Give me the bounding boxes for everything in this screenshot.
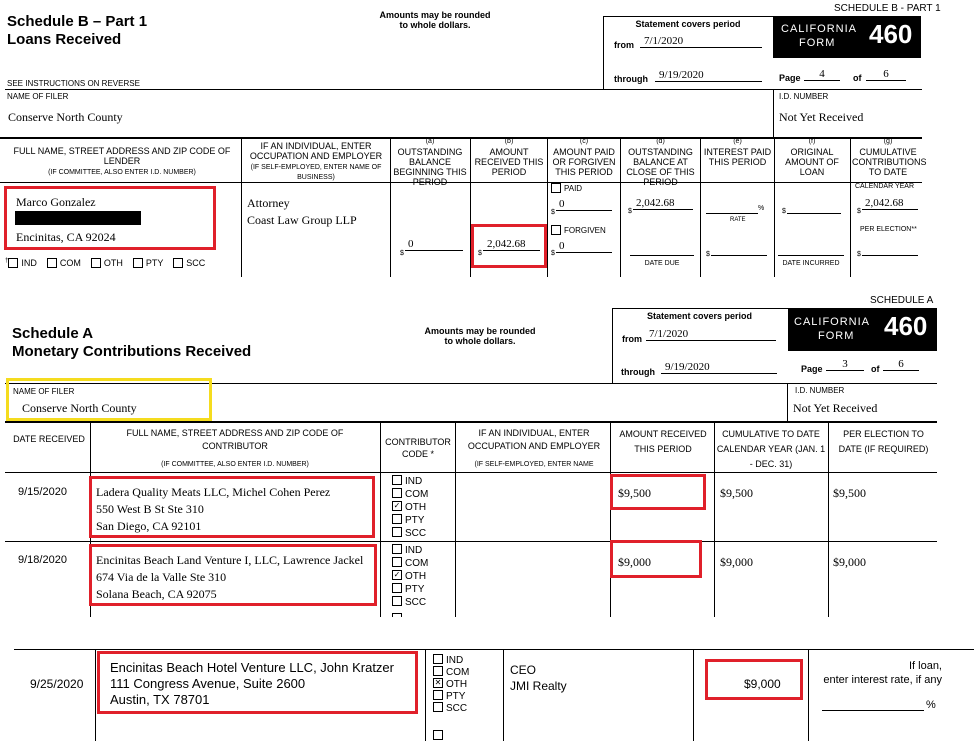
- code-checkbox[interactable]: [133, 258, 143, 268]
- header-contributor: FULL NAME, STREET ADDRESS AND ZIP CODE OF CONTRIBUTOR (IF COMMITTEE, ALSO ENTER I.D. NUMBER): [126, 428, 344, 468]
- filer-highlight: [6, 378, 212, 421]
- col-occupation-header: IF AN INDIVIDUAL, ENTER OCCUPATION AND EMPLOYER (IF SELF-EMPLOYED, ENTER NAME OF BUSINESS): [249, 141, 383, 181]
- page-number: 4: [804, 68, 840, 81]
- contributor-highlight: [97, 651, 418, 714]
- row-date: 9/18/2020: [18, 554, 67, 566]
- code-checkbox[interactable]: [91, 258, 101, 268]
- col-e-header: (e) INTEREST PAID THIS PERIOD: [703, 138, 772, 167]
- lender-city: Encinitas, CA 92024: [16, 230, 116, 244]
- total-pages: 6: [866, 68, 906, 81]
- col-b-header: (b) AMOUNT RECEIVED THIS PERIOD: [474, 138, 544, 177]
- header-per-election: PER ELECTION TO DATE (IF REQUIRED): [838, 429, 929, 454]
- header-date-received: DATE RECEIVED: [13, 434, 85, 444]
- per-election-label: PER ELECTION**: [860, 226, 917, 233]
- col-a-header: (a) OUTSTANDING BALANCE BEGINNING THIS PERIOD: [393, 138, 467, 187]
- from-label: from: [614, 40, 634, 50]
- contributor-info: Encinitas Beach Land Venture I, LLC, Lawrence Jackel 674 Via de la Valle Ste 310 Solana Beach, CA 92075: [96, 553, 364, 601]
- contributor-highlight: [89, 476, 375, 538]
- schedule-b-title: Schedule B – Part 1: [7, 13, 148, 30]
- code-checkbox[interactable]: [173, 258, 183, 268]
- california-form-badge: CALIFORNIA FORM 460: [773, 16, 921, 58]
- through-date: 9/19/2020: [655, 69, 762, 82]
- contributor-codes: IND COM ✓ OTH PTY SCC: [393, 545, 429, 608]
- row-date: 9/25/2020: [30, 677, 84, 691]
- amount-received: $9,000: [744, 677, 781, 691]
- checked-checkbox[interactable]: ✓: [393, 570, 401, 580]
- cumulative-amount: $9,500: [720, 486, 753, 500]
- page-label: Page: [779, 73, 801, 83]
- col-d-header: (d) OUTSTANDING BALANCE AT CLOSE OF THIS PERIOD: [626, 138, 695, 187]
- rounding-note-a: Amounts may be rounded to whole dollars.: [424, 326, 536, 346]
- col-lender-header: FULL NAME, STREET ADDRESS AND ZIP CODE OF LENDER (IF COMMITTEE, ALSO ENTER I.D. NUMBER): [13, 146, 231, 176]
- contributor-info: Ladera Quality Meats LLC, Michel Cohen Perez 550 West B St Ste 310 San Diego, CA 92101: [96, 485, 331, 533]
- header-contributor-code: CONTRIBUTOR CODE *: [385, 437, 451, 459]
- id-value: Not Yet Received: [779, 110, 864, 124]
- calendar-year-label: CALENDAR YEAR: [855, 183, 915, 190]
- id-label-a: I.D. NUMBER: [795, 386, 845, 395]
- per-election-amount: $9,500: [833, 486, 866, 500]
- amount-received: $9,000: [618, 555, 651, 569]
- balance-begin: 0: [405, 238, 463, 251]
- code-checkbox[interactable]: [47, 258, 57, 268]
- lender-employer: Coast Law Group LLP: [247, 213, 357, 227]
- lender-occupation: Attorney: [247, 196, 290, 210]
- per-election-amount: $9,000: [833, 555, 866, 569]
- from-date: 7/1/2020: [640, 35, 762, 48]
- header-occupation: IF AN INDIVIDUAL, ENTER OCCUPATION AND EMPLOYER (IF SELF-EMPLOYED, ENTER NAME: [467, 428, 601, 468]
- amount-received: 2,042.68: [483, 238, 540, 251]
- amount-highlight: [705, 659, 803, 700]
- amount-received-highlight: [471, 224, 547, 268]
- date-due-label: DATE DUE: [630, 255, 694, 267]
- contributor-highlight: [89, 544, 377, 606]
- amount-highlight: [610, 474, 706, 510]
- through-date-a: 9/19/2020: [661, 361, 777, 374]
- page-number-a: 3: [826, 358, 864, 371]
- paid-value: 0: [556, 198, 612, 211]
- schedule-a-title: Schedule A: [12, 325, 94, 342]
- contributor-info: Encinitas Beach Hotel Venture LLC, John Kratzer 111 Congress Avenue, Suite 2600 Austin, TX 78701: [110, 660, 394, 707]
- amount-received: $9,500: [618, 486, 651, 500]
- of-label: of: [853, 73, 862, 83]
- code-checkbox[interactable]: [8, 258, 18, 268]
- filer-name-a: Conserve North County: [22, 401, 137, 415]
- filer-label: NAME OF FILER: [7, 92, 69, 101]
- amount-highlight: [610, 540, 702, 578]
- header-cumulative: CUMULATIVE TO DATE CALENDAR YEAR (JAN. 1 - DEC. 31): [716, 429, 826, 469]
- schedule-b-corner-label: SCHEDULE B - PART 1: [834, 3, 941, 14]
- forgiven-value: 0: [556, 240, 612, 253]
- interest-rate-field[interactable]: [822, 700, 924, 711]
- see-instructions: SEE INSTRUCTIONS ON REVERSE: [7, 79, 140, 88]
- contributor-codes: IND COM ✓ OTH PTY SCC: [393, 476, 429, 539]
- header-amount: AMOUNT RECEIVED THIS PERIOD: [619, 429, 707, 454]
- balance-close: 2,042.68: [633, 197, 693, 210]
- cumulative-value: 2,042.68: [862, 197, 918, 210]
- col-c-header: (c) AMOUNT PAID OR FORGIVEN THIS PERIOD: [552, 138, 616, 177]
- date-incurred-label: DATE INCURRED: [778, 255, 844, 267]
- col-g-header: (g) CUMULATIVE CONTRIBUTIONS TO DATE: [852, 138, 927, 177]
- schedule-b-subtitle: Loans Received: [7, 31, 122, 48]
- statement-period-title: Statement covers period: [635, 19, 741, 29]
- total-pages-a: 6: [883, 358, 919, 371]
- col-f-header: (f) ORIGINAL AMOUNT OF LOAN: [785, 138, 839, 177]
- forgiven-checkbox[interactable]: FORGIVEN: [551, 226, 606, 236]
- row-date: 9/15/2020: [18, 486, 67, 498]
- id-value-a: Not Yet Received: [793, 401, 878, 415]
- lender-name: Marco Gonzalez: [16, 195, 96, 209]
- loan-note: If loan, enter interest rate, if any: [823, 660, 942, 686]
- schedule-a-subtitle: Monetary Contributions Received: [12, 343, 252, 360]
- schedule-a-corner-label: SCHEDULE A: [870, 295, 934, 306]
- lender-highlight: [4, 186, 216, 250]
- rounding-note: Amounts may be rounded to whole dollars.: [379, 10, 491, 30]
- id-label: I.D. NUMBER: [779, 92, 829, 101]
- rate-label: RATE: [730, 217, 746, 223]
- filer-label-a: NAME OF FILER: [13, 387, 75, 396]
- contributor-codes: IND COM ✕ OTH PTY SCC: [434, 655, 470, 714]
- cumulative-amount: $9,000: [720, 555, 753, 569]
- checked-checkbox[interactable]: ✕: [434, 678, 442, 688]
- through-label: through: [614, 74, 648, 84]
- contributor-codes-b: † IND COM OTH PTY SCC: [5, 258, 206, 268]
- paid-checkbox[interactable]: PAID: [551, 184, 582, 194]
- filer-name: Conserve North County: [8, 110, 123, 124]
- occupation-info: CEO JMI Realty: [510, 663, 567, 693]
- statement-period-title-a: Statement covers period: [646, 311, 753, 321]
- california-form-badge-a: CALIFORNIA FORM 460: [788, 308, 937, 351]
- checked-checkbox[interactable]: ✓: [393, 501, 401, 511]
- from-date-a: 7/1/2020: [646, 328, 776, 341]
